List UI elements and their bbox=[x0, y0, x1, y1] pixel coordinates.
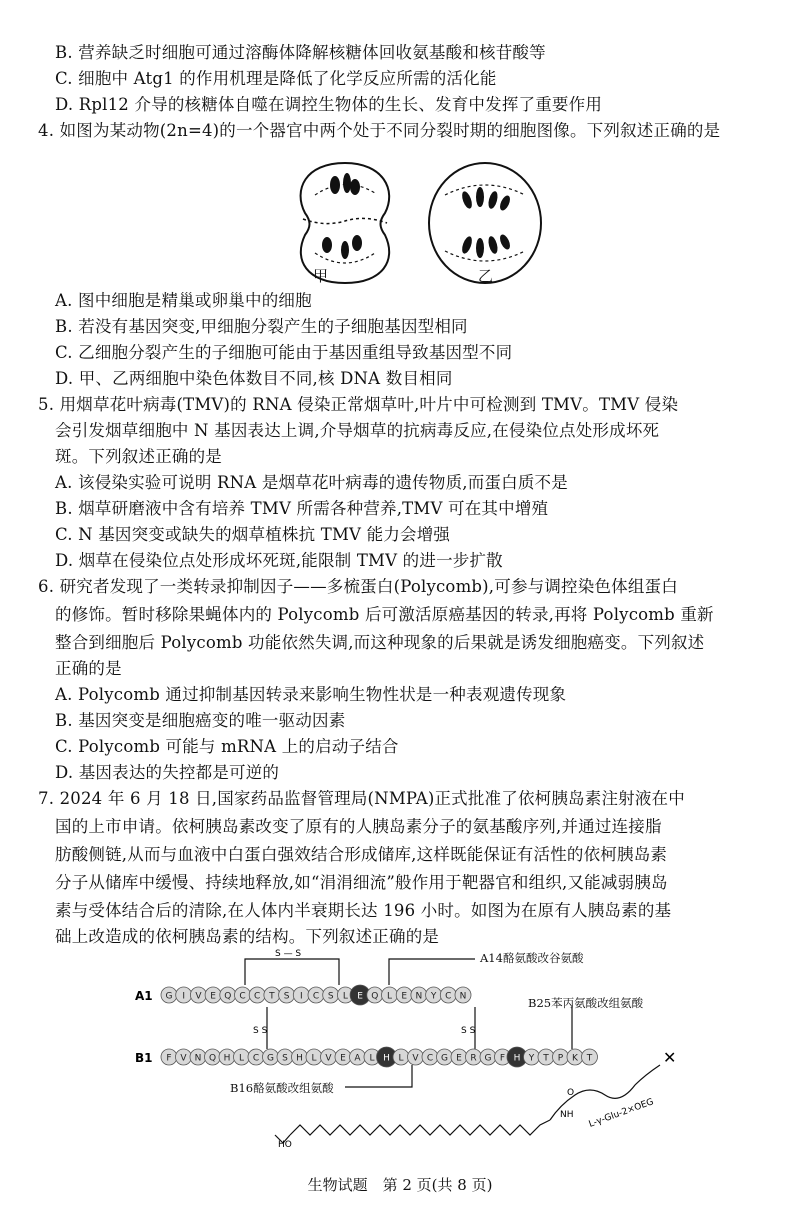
chain-b-residue-letter: L bbox=[398, 1053, 404, 1064]
insulin-chain-b bbox=[161, 1047, 598, 1067]
chain-b-residue-letter: F bbox=[166, 1053, 172, 1064]
chain-b-residue-letter: V bbox=[180, 1053, 187, 1064]
chain-b-residue-letter: E bbox=[456, 1053, 462, 1064]
chain-b-residue-letter: G bbox=[267, 1053, 274, 1064]
annot-b25: B25苯丙氨酸改组氨酸 bbox=[528, 996, 644, 1010]
chain-a-residue-letter: E bbox=[357, 991, 363, 1002]
q4-option-b: B. 若没有基因突变,甲细胞分裂产生的子细胞基因型相同 bbox=[55, 317, 468, 336]
chain-b-residue-letter: L bbox=[238, 1053, 245, 1064]
q3-option-b: B. 营养缺乏时细胞可通过溶酶体降解核糖体回收氨基酸和核苷酸等 bbox=[55, 43, 546, 62]
q4-option-a: A. 图中细胞是精巢或卵巢中的细胞 bbox=[55, 291, 312, 310]
chain-a-residue-letter: C bbox=[312, 991, 320, 1002]
chain-a-residue-letter: N bbox=[415, 991, 423, 1002]
insulin-chain-a bbox=[161, 985, 471, 1005]
chain-a-residue-letter: S bbox=[283, 991, 290, 1002]
chain-b-label: B1 bbox=[135, 1051, 153, 1065]
q7-stem-2: 国的上市申请。依柯胰岛素改变了原有的人胰岛素分子的氨基酸序列,并通过连接脂 bbox=[55, 817, 662, 836]
chain-b-residue-letter: C bbox=[252, 1053, 260, 1064]
chain-a-residue-letter: L bbox=[342, 991, 348, 1002]
q4-option-d: D. 甲、乙两细胞中染色体数目不同,核 DNA 数目相同 bbox=[55, 369, 453, 388]
chain-a-residue-letter: E bbox=[401, 991, 408, 1002]
chain-a-residue-letter: I bbox=[182, 991, 186, 1002]
cell-label-yi: 乙 bbox=[478, 267, 494, 285]
nh-label: NH bbox=[560, 1110, 574, 1120]
q6-stem-2: 的修饰。暂时移除果蝇体内的 Polycomb 后可激活原癌基因的转录,再将 Polycomb 重新 bbox=[55, 605, 714, 624]
chain-b-residue-letter: C bbox=[426, 1053, 434, 1064]
chain-a-residue-letter: T bbox=[269, 991, 275, 1002]
q7-stem-6: 础上改造成的依柯胰岛素的结构。下列叙述正确的是 bbox=[55, 927, 440, 946]
chain-a-residue-letter: S bbox=[327, 991, 334, 1002]
q6-stem-4: 正确的是 bbox=[55, 659, 122, 678]
q6-stem-3: 整合到细胞后 Polycomb 功能依然失调,而这种现象的后果就是诱发细胞癌变。下列叙述 bbox=[55, 633, 705, 652]
q7-stem-5: 素与受体结合后的清除,在人体内半衰期长达 196 小时。如图为在原有人胰岛素的基 bbox=[55, 901, 672, 920]
linker-label: L-γ-Glu-2×OEG bbox=[587, 1097, 656, 1130]
cell-label-jia: 甲 bbox=[313, 267, 329, 285]
chain-b-residue-letter: E bbox=[340, 1053, 346, 1064]
chain-b-residue-letter: F bbox=[499, 1053, 506, 1064]
q4-stem: 4. 如图为某动物(2n=4)的一个器官中两个处于不同分裂时期的细胞图像。下列叙述正确的是 bbox=[38, 121, 721, 140]
chain-b-residue-letter: V bbox=[325, 1053, 332, 1064]
q3-option-d: D. Rpl12 介导的核糖体自噬在调控生物体的生长、发育中发挥了重要作用 bbox=[55, 95, 603, 114]
chain-a-residue-letter: C bbox=[254, 991, 261, 1002]
chain-b-residue-letter: L bbox=[369, 1053, 375, 1064]
chain-b-residue-letter: H bbox=[223, 1053, 231, 1064]
q6-option-d: D. 基因表达的失控都是可逆的 bbox=[55, 763, 280, 782]
chain-b-residue-letter: H bbox=[383, 1053, 390, 1064]
chain-b-residue-letter: T bbox=[586, 1053, 593, 1064]
chain-b-residue-letter: S bbox=[282, 1053, 288, 1064]
chain-a-residue-letter: I bbox=[299, 991, 303, 1002]
annot-a14: A14酪氨酸改谷氨酸 bbox=[480, 951, 584, 965]
disulfide-top-label: S — S bbox=[275, 949, 302, 959]
disulfide-left-label: S S bbox=[253, 1026, 268, 1036]
chain-a-residue-letter: G bbox=[165, 991, 173, 1002]
q5-option-d: D. 烟草在侵染位点处形成坏死斑,能限制 TMV 的进一步扩散 bbox=[55, 551, 503, 570]
q4-option-c: C. 乙细胞分裂产生的子细胞可能由于基因重组导致基因型不同 bbox=[55, 343, 513, 362]
page-footer: 生物试题 第 2 页(共 8 页) bbox=[307, 1176, 493, 1194]
chain-b-residue-letter: G bbox=[484, 1053, 492, 1064]
chain-b-residue-letter: Y bbox=[528, 1053, 535, 1064]
chain-b-residue-letter: V bbox=[412, 1053, 419, 1064]
disulfide-right-label: S S bbox=[461, 1026, 476, 1036]
chain-a-residue-letter: C bbox=[239, 991, 246, 1002]
chain-b-residue-letter: T bbox=[543, 1053, 549, 1064]
q3-option-c: C. 细胞中 Atg1 的作用机理是降低了化学反应所需的活化能 bbox=[55, 69, 497, 88]
chain-a-residue-letter: C bbox=[445, 991, 452, 1002]
chain-a-residue-letter: V bbox=[195, 991, 202, 1002]
insulin-degludec-structure bbox=[135, 945, 695, 1160]
chain-b-residue-letter: H bbox=[513, 1053, 521, 1064]
chain-b-residue-letter: R bbox=[470, 1053, 477, 1064]
q5-stem-2: 会引发烟草细胞中 N 基因表达上调,介导烟草的抗病毒反应,在侵染位点处形成坏死 bbox=[55, 421, 660, 440]
chain-b-residue-letter: A bbox=[354, 1053, 361, 1064]
chain-a-residue-letter: Y bbox=[430, 991, 437, 1002]
cooh-label: HO bbox=[278, 1140, 292, 1150]
chain-a-residue-letter: E bbox=[210, 991, 216, 1002]
q7-stem-1: 7. 2024 年 6 月 18 日,国家药品监督管理局(NMPA)正式批准了依柯胰岛素注射液在中 bbox=[38, 789, 685, 808]
chain-b-residue-letter: K bbox=[572, 1053, 578, 1064]
o-label: O bbox=[567, 1088, 575, 1098]
chain-b-residue-letter: L bbox=[311, 1053, 317, 1064]
chain-b-residue-letter: P bbox=[557, 1053, 564, 1064]
chain-b-residue-letter: H bbox=[296, 1053, 303, 1064]
q5-stem-3: 斑。下列叙述正确的是 bbox=[55, 447, 222, 466]
q6-stem-1: 6. 研究者发现了一类转录抑制因子——多梳蛋白(Polycomb),可参与调控染色体组蛋白 bbox=[38, 577, 678, 596]
chain-b-residue-letter: N bbox=[194, 1053, 202, 1064]
q6-option-c: C. Polycomb 可能与 mRNA 上的启动子结合 bbox=[55, 737, 399, 756]
chain-a-residue-letter: Q bbox=[371, 991, 379, 1002]
chain-a-residue-letter: Q bbox=[224, 991, 232, 1002]
chain-a-label: A1 bbox=[135, 989, 153, 1003]
chain-b-residue-letter: Q bbox=[208, 1053, 217, 1064]
q6-option-b: B. 基因突变是细胞癌变的唯一驱动因素 bbox=[55, 711, 346, 730]
q6-option-a: A. Polycomb 通过抑制基因转录来影响生物性状是一种表观遗传现象 bbox=[55, 685, 567, 704]
cleavage-x-icon: ✕ bbox=[663, 1048, 677, 1067]
q5-stem-1: 5. 用烟草花叶病毒(TMV)的 RNA 侵染正常烟草叶,叶片中可检测到 TMV。TMV 侵染 bbox=[38, 395, 679, 414]
q5-option-b: B. 烟草研磨液中含有培养 TMV 所需各种营养,TMV 可在其中增殖 bbox=[55, 499, 549, 518]
q5-option-c: C. N 基因突变或缺失的烟草植株抗 TMV 能力会增强 bbox=[55, 525, 451, 544]
q7-stem-3: 肪酸侧链,从而与血液中白蛋白强效结合形成储库,这样既能保证有活性的依柯胰岛素 bbox=[55, 845, 668, 864]
chain-a-residue-letter: N bbox=[459, 991, 467, 1002]
chain-b-residue-letter: G bbox=[441, 1053, 448, 1064]
q5-option-a: A. 该侵染实验可说明 RNA 是烟草花叶病毒的遗传物质,而蛋白质不是 bbox=[55, 473, 568, 492]
q7-stem-4: 分子从储库中缓慢、持续地释放,如“涓涓细流”般作用于靶器官和组织,又能减弱胰岛 bbox=[55, 873, 668, 892]
annot-b16: B16酪氨酸改组氨酸 bbox=[230, 1081, 334, 1095]
chain-a-residue-letter: L bbox=[386, 991, 393, 1002]
